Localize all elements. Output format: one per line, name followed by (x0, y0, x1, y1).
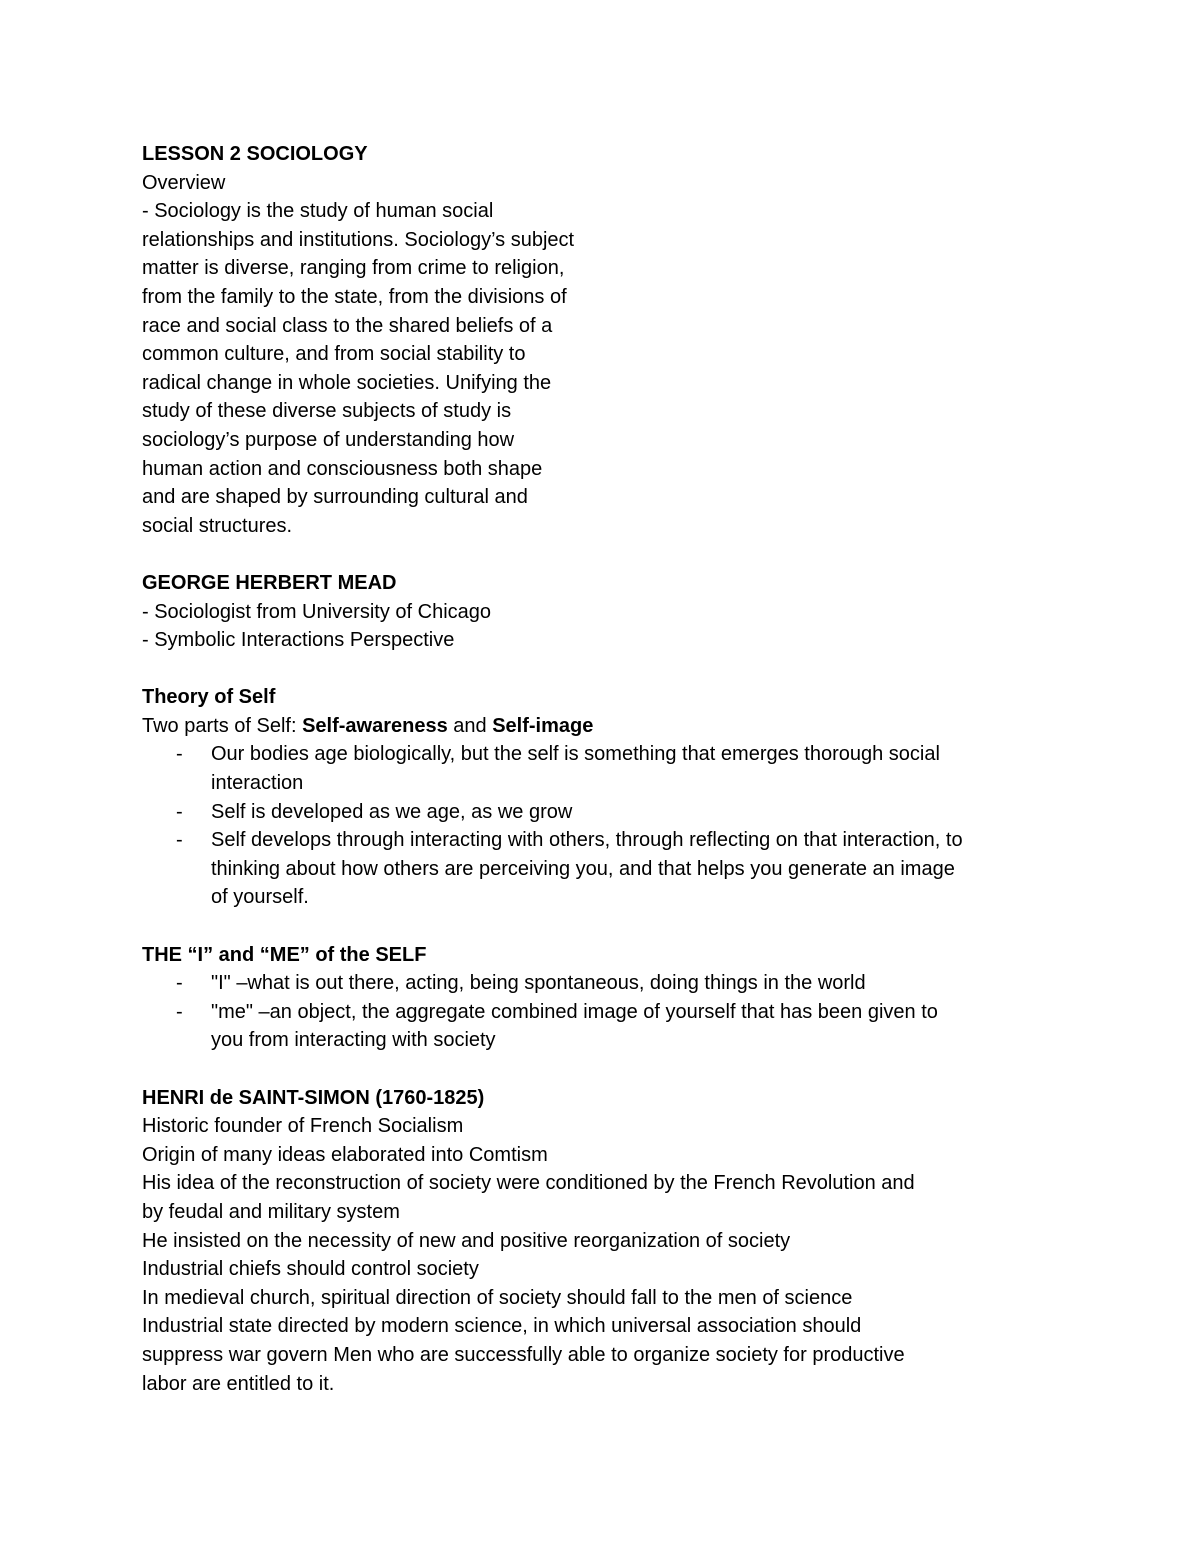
list-item-text (211, 798, 1041, 827)
bullet-dash: - (176, 1000, 183, 1023)
list-item (142, 998, 1042, 1055)
list-item-line: "me" –an object, the aggregate combined image of yourself that has been given to (211, 1000, 938, 1023)
overview-line: sociology’s purpose of understanding how (142, 428, 515, 451)
overview-line: and are shaped by surrounding cultural and (142, 486, 528, 509)
list-item (142, 969, 1042, 998)
list-item-line: Our bodies age biologically, but the self is something that emerges thorough social (211, 743, 940, 766)
mead-heading: GEORGE HERBERT MEAD (142, 571, 397, 594)
list-item-line: Self develops through interacting with others, through reflecting on that interaction, to (211, 829, 963, 852)
lesson-title: LESSON 2 SOCIOLOGY (142, 143, 368, 165)
theory-of-self-heading: Theory of Self (142, 686, 276, 709)
saint-simon-line: labor are entitled to it. (142, 1372, 335, 1395)
intro-self-awareness: Self-awareness (302, 714, 448, 737)
list-item-text (211, 740, 1041, 797)
bullet-dash: - (176, 972, 183, 995)
section-gap (142, 912, 1042, 941)
list-item-text (211, 969, 1041, 998)
saint-simon-line: He insisted on the necessity of new and positive reorganization of society (142, 1229, 791, 1252)
theory-of-self-intro (142, 712, 1042, 741)
list-item-line: interaction (211, 772, 304, 795)
saint-simon-line: In medieval church, spiritual direction of society should fall to the men of science (142, 1286, 853, 1309)
i-and-me-heading: THE “I” and “ME” of the SELF (142, 943, 427, 966)
intro-and: and (447, 714, 493, 737)
overview-line: radical change in whole societies. Unifying the (142, 371, 552, 394)
overview-label: Overview (142, 171, 226, 194)
intro-prefix: Two parts of Self: (142, 714, 303, 737)
list-item-line: thinking about how others are perceiving you, and that helps you generate an image (211, 857, 955, 880)
list-item-line: of yourself. (211, 886, 309, 909)
overview-line: from the family to the state, from the divisions of (142, 285, 567, 308)
overview-line: study of these diverse subjects of study is (142, 400, 512, 423)
saint-simon-line: Historic founder of French Socialism (142, 1115, 464, 1138)
section-gap (142, 540, 1042, 569)
saint-simon-line: Industrial state directed by modern science, in which universal association should (142, 1315, 862, 1338)
bullet-dash: - (176, 800, 183, 823)
saint-simon-line: His idea of the reconstruction of society were conditioned by the French Revolution and (142, 1172, 915, 1195)
overview-paragraph (142, 197, 1042, 540)
saint-simon-line: suppress war govern Men who are successfully able to organize society for productive (142, 1343, 905, 1366)
overview-line: human action and consciousness both shape (142, 457, 543, 480)
saint-simon-line: Industrial chiefs should control society (142, 1258, 479, 1281)
mead-line: - Symbolic Interactions Perspective (142, 629, 455, 652)
bullet-dash: - (176, 829, 183, 852)
section-gap (142, 655, 1042, 684)
list-item-line: you from interacting with society (211, 1029, 496, 1052)
overview-line: race and social class to the shared beliefs of a (142, 314, 553, 337)
overview-line: matter is diverse, ranging from crime to religion, (142, 257, 565, 280)
bullet-dash: - (176, 743, 183, 766)
saint-simon-line: Origin of many ideas elaborated into Comtism (142, 1143, 548, 1166)
list-item-line: "I" –what is out there, acting, being spontaneous, doing things in the world (211, 972, 866, 995)
document-page (142, 140, 1042, 1398)
saint-simon-line: by feudal and military system (142, 1200, 400, 1223)
overview-line: - Sociology is the study of human social (142, 200, 494, 223)
list-item-line: Self is developed as we age, as we grow (211, 800, 573, 823)
section-gap (142, 1055, 1042, 1084)
overview-line: social structures. (142, 514, 293, 537)
saint-simon-heading: HENRI de SAINT-SIMON (1760-1825) (142, 1086, 485, 1109)
list-item-text (211, 826, 1041, 912)
list-item (142, 740, 1042, 797)
overview-line: common culture, and from social stability to (142, 343, 526, 366)
list-item (142, 798, 1042, 827)
list-item (142, 826, 1042, 912)
list-item-text (211, 998, 1041, 1055)
intro-self-image: Self-image (492, 714, 594, 737)
overview-line: relationships and institutions. Sociology’s subject (142, 228, 575, 251)
mead-line: - Sociologist from University of Chicago (142, 600, 492, 623)
